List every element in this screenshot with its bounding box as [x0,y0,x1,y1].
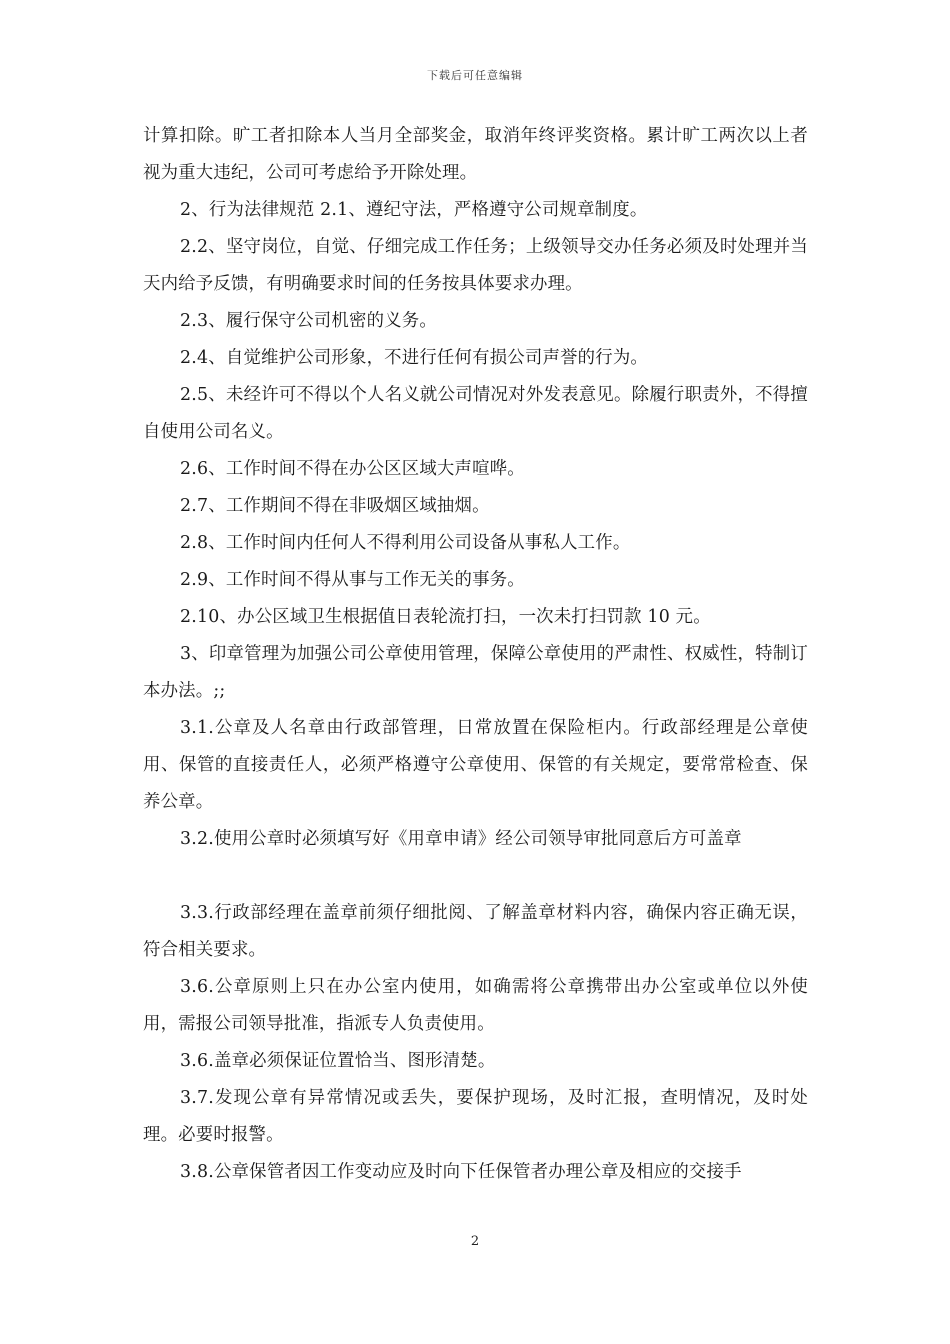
paragraph-4: 2.3、履行保守公司机密的义务。 [180,311,437,331]
paragraph-19: 3.8.公章保管者因工作变动应及时向下任保管者办理公章及相应的交接手 [180,1162,742,1182]
page-header: 下载后可任意编辑 [427,69,523,82]
paragraph-17: 3.6.盖章必须保证位置恰当、图形清楚。 [180,1051,496,1071]
paragraph-6: 2.5、未经许可不得以个人名义就公司情况对外发表意见。除履行职责外，不得擅自使用公司名义。 [143,385,808,442]
paragraph-3: 2.2、坚守岗位，自觉、仔细完成工作任务；上级领导交办任务必须及时处理并当天内给予反馈，有明确要求时间的任务按具体要求办理。 [143,237,808,294]
paragraph-18: 3.7.发现公章有异常情况或丢失，要保护现场，及时汇报，查明情况，及时处理。必要时报警。 [143,1088,808,1145]
paragraph-9: 2.8、工作时间内任何人不得利用公司设备从事私人工作。 [180,533,631,553]
paragraph-13: 3.1.公章及人名章由行政部管理，日常放置在保险柜内。行政部经理是公章使用、保管的直接责任人，必须严格遵守公章使用、保管的有关规定，要常常检查、保养公章。 [143,718,808,812]
paragraph-1: 计算扣除。旷工者扣除本人当月全部奖金，取消年终评奖资格。累计旷工两次以上者视为重大违纪，公司可考虑给予开除处理。 [143,126,808,183]
paragraph-8: 2.7、工作期间不得在非吸烟区域抽烟。 [180,496,490,516]
page-number: 2 [470,1234,480,1249]
paragraph-2: 2、行为法律规范 2.1、遵纪守法，严格遵守公司规章制度。 [180,200,648,220]
blank-line [143,858,808,895]
paragraph-12: 3、印章管理为加强公司公章使用管理，保障公章使用的严肃性、权威性，特制订本办法。;; [143,644,808,701]
paragraph-15: 3.3.行政部经理在盖章前须仔细批阅、了解盖章材料内容，确保内容正确无误，符合相关要求。 [143,903,808,960]
document-body [143,118,808,1191]
paragraph-14: 3.2.使用公章时必须填写好《用章申请》经公司领导审批同意后方可盖章 [180,829,742,849]
paragraph-5: 2.4、自觉维护公司形象，不进行任何有损公司声誉的行为。 [180,348,649,368]
paragraph-11: 2.10、办公区域卫生根据值日表轮流打扫，一次未打扫罚款 10 元。 [180,607,711,627]
paragraph-16: 3.6.公章原则上只在办公室内使用，如确需将公章携带出办公室或单位以外使用，需报公司领导批准，指派专人负责使用。 [143,977,808,1034]
paragraph-7: 2.6、工作时间不得在办公区区域大声喧哗。 [180,459,525,479]
paragraph-10: 2.9、工作时间不得从事与工作无关的事务。 [180,570,525,590]
